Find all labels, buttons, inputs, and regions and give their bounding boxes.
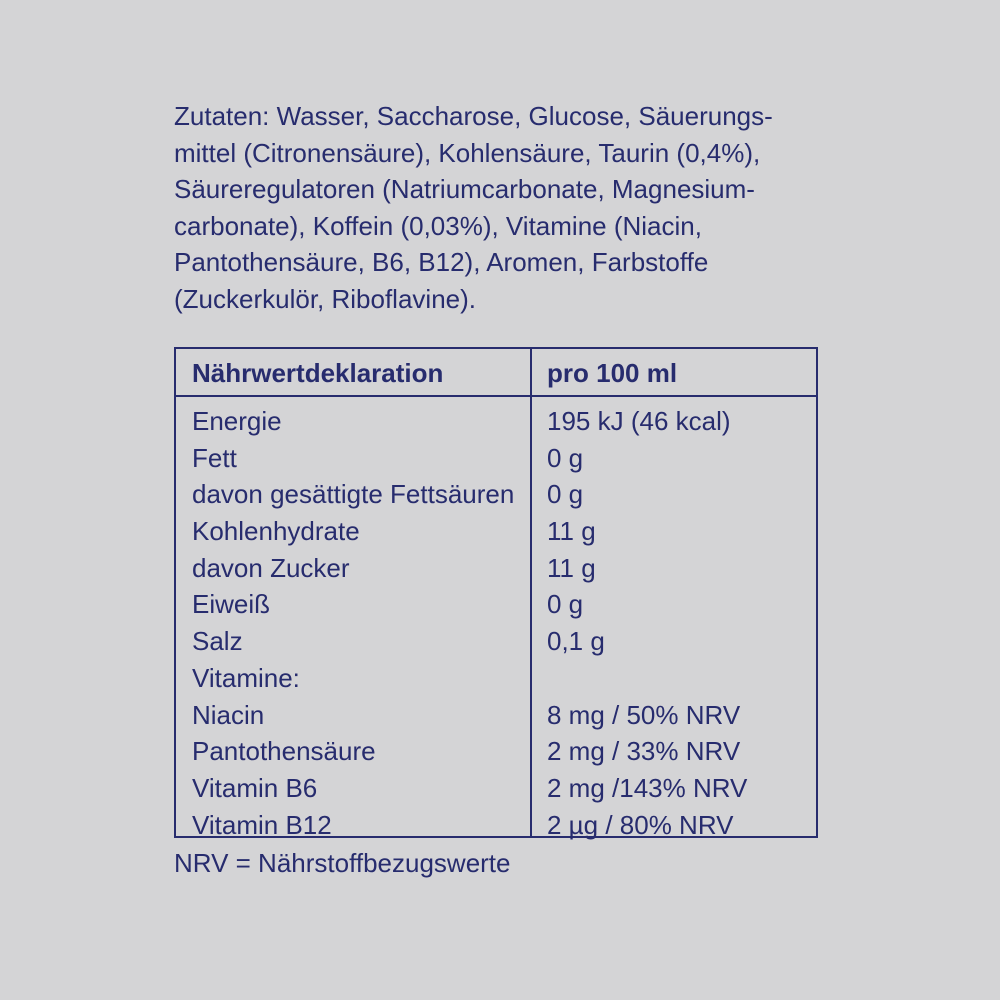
ingredients-text bbox=[174, 98, 834, 317]
nutrition-table bbox=[174, 347, 818, 838]
nutrient-value: 2 mg / 33% NRV bbox=[547, 736, 741, 767]
table-row bbox=[176, 623, 816, 660]
nutrient-value: 2 µg / 80% NRV bbox=[547, 809, 734, 840]
table-row bbox=[176, 586, 816, 623]
table-body bbox=[176, 403, 816, 843]
nutrient-label: Pantothensäure bbox=[192, 736, 376, 767]
nutrient-value: 0,1 g bbox=[547, 626, 605, 657]
ingredients-line: (Zuckerkulör, Riboflavine). bbox=[174, 283, 476, 314]
table-header-value: pro 100 ml bbox=[547, 358, 678, 388]
nutrient-value: 11 g bbox=[547, 552, 596, 583]
ingredients-line: carbonate), Koffein (0,03%), Vitamine (Niacin, bbox=[174, 210, 702, 241]
nutrient-label: Energie bbox=[192, 406, 282, 436]
ingredients-line: Säureregulatoren (Natriumcarbonate, Magnesium- bbox=[174, 174, 755, 204]
table-row bbox=[176, 550, 816, 587]
nutrient-label: Vitamin B12 bbox=[192, 809, 332, 840]
table-row bbox=[176, 403, 816, 440]
nutrient-value: 8 mg / 50% NRV bbox=[547, 699, 741, 730]
nutrient-label: davon gesättigte Fettsäuren bbox=[192, 479, 515, 510]
nutrient-value: 0 g bbox=[547, 479, 584, 510]
nutrient-label: Vitamine: bbox=[192, 662, 300, 693]
nutrient-value: 2 mg /143% NRV bbox=[547, 772, 748, 803]
nutrient-label: Niacin bbox=[192, 699, 265, 730]
nutrient-label: Kohlenhydrate bbox=[192, 516, 360, 547]
footnote: NRV = Nährstoffbezugswerte bbox=[174, 848, 511, 878]
nutrient-label: davon Zucker bbox=[192, 552, 350, 583]
ingredients-line: Pantothensäure, B6, B12), Aromen, Farbstoffe bbox=[174, 247, 709, 277]
table-row bbox=[176, 440, 816, 477]
nutrient-value: 0 g bbox=[547, 442, 584, 473]
nutrient-label: Fett bbox=[192, 442, 237, 473]
header-divider bbox=[176, 395, 816, 397]
nutrient-value: 11 g bbox=[547, 516, 596, 547]
table-row bbox=[176, 476, 816, 513]
table-row bbox=[176, 807, 816, 844]
table-row bbox=[176, 660, 816, 697]
nutrient-value: 0 g bbox=[547, 589, 584, 620]
ingredients-line: Zutaten: Wasser, Saccharose, Glucose, Säuerungs- bbox=[174, 101, 773, 131]
table-row bbox=[176, 733, 816, 770]
table-header-label: Nährwertdeklaration bbox=[192, 358, 444, 388]
table-row bbox=[176, 770, 816, 807]
nutrient-label: Salz bbox=[192, 626, 243, 657]
nutrient-label: Vitamin B6 bbox=[192, 772, 318, 803]
nutrient-value: 195 kJ (46 kcal) bbox=[547, 406, 731, 436]
table-row bbox=[176, 697, 816, 734]
table-row bbox=[176, 513, 816, 550]
nutrient-label: Eiweiß bbox=[192, 589, 271, 620]
ingredients-line: mittel (Citronensäure), Kohlensäure, Taurin (0,4%), bbox=[174, 137, 761, 168]
